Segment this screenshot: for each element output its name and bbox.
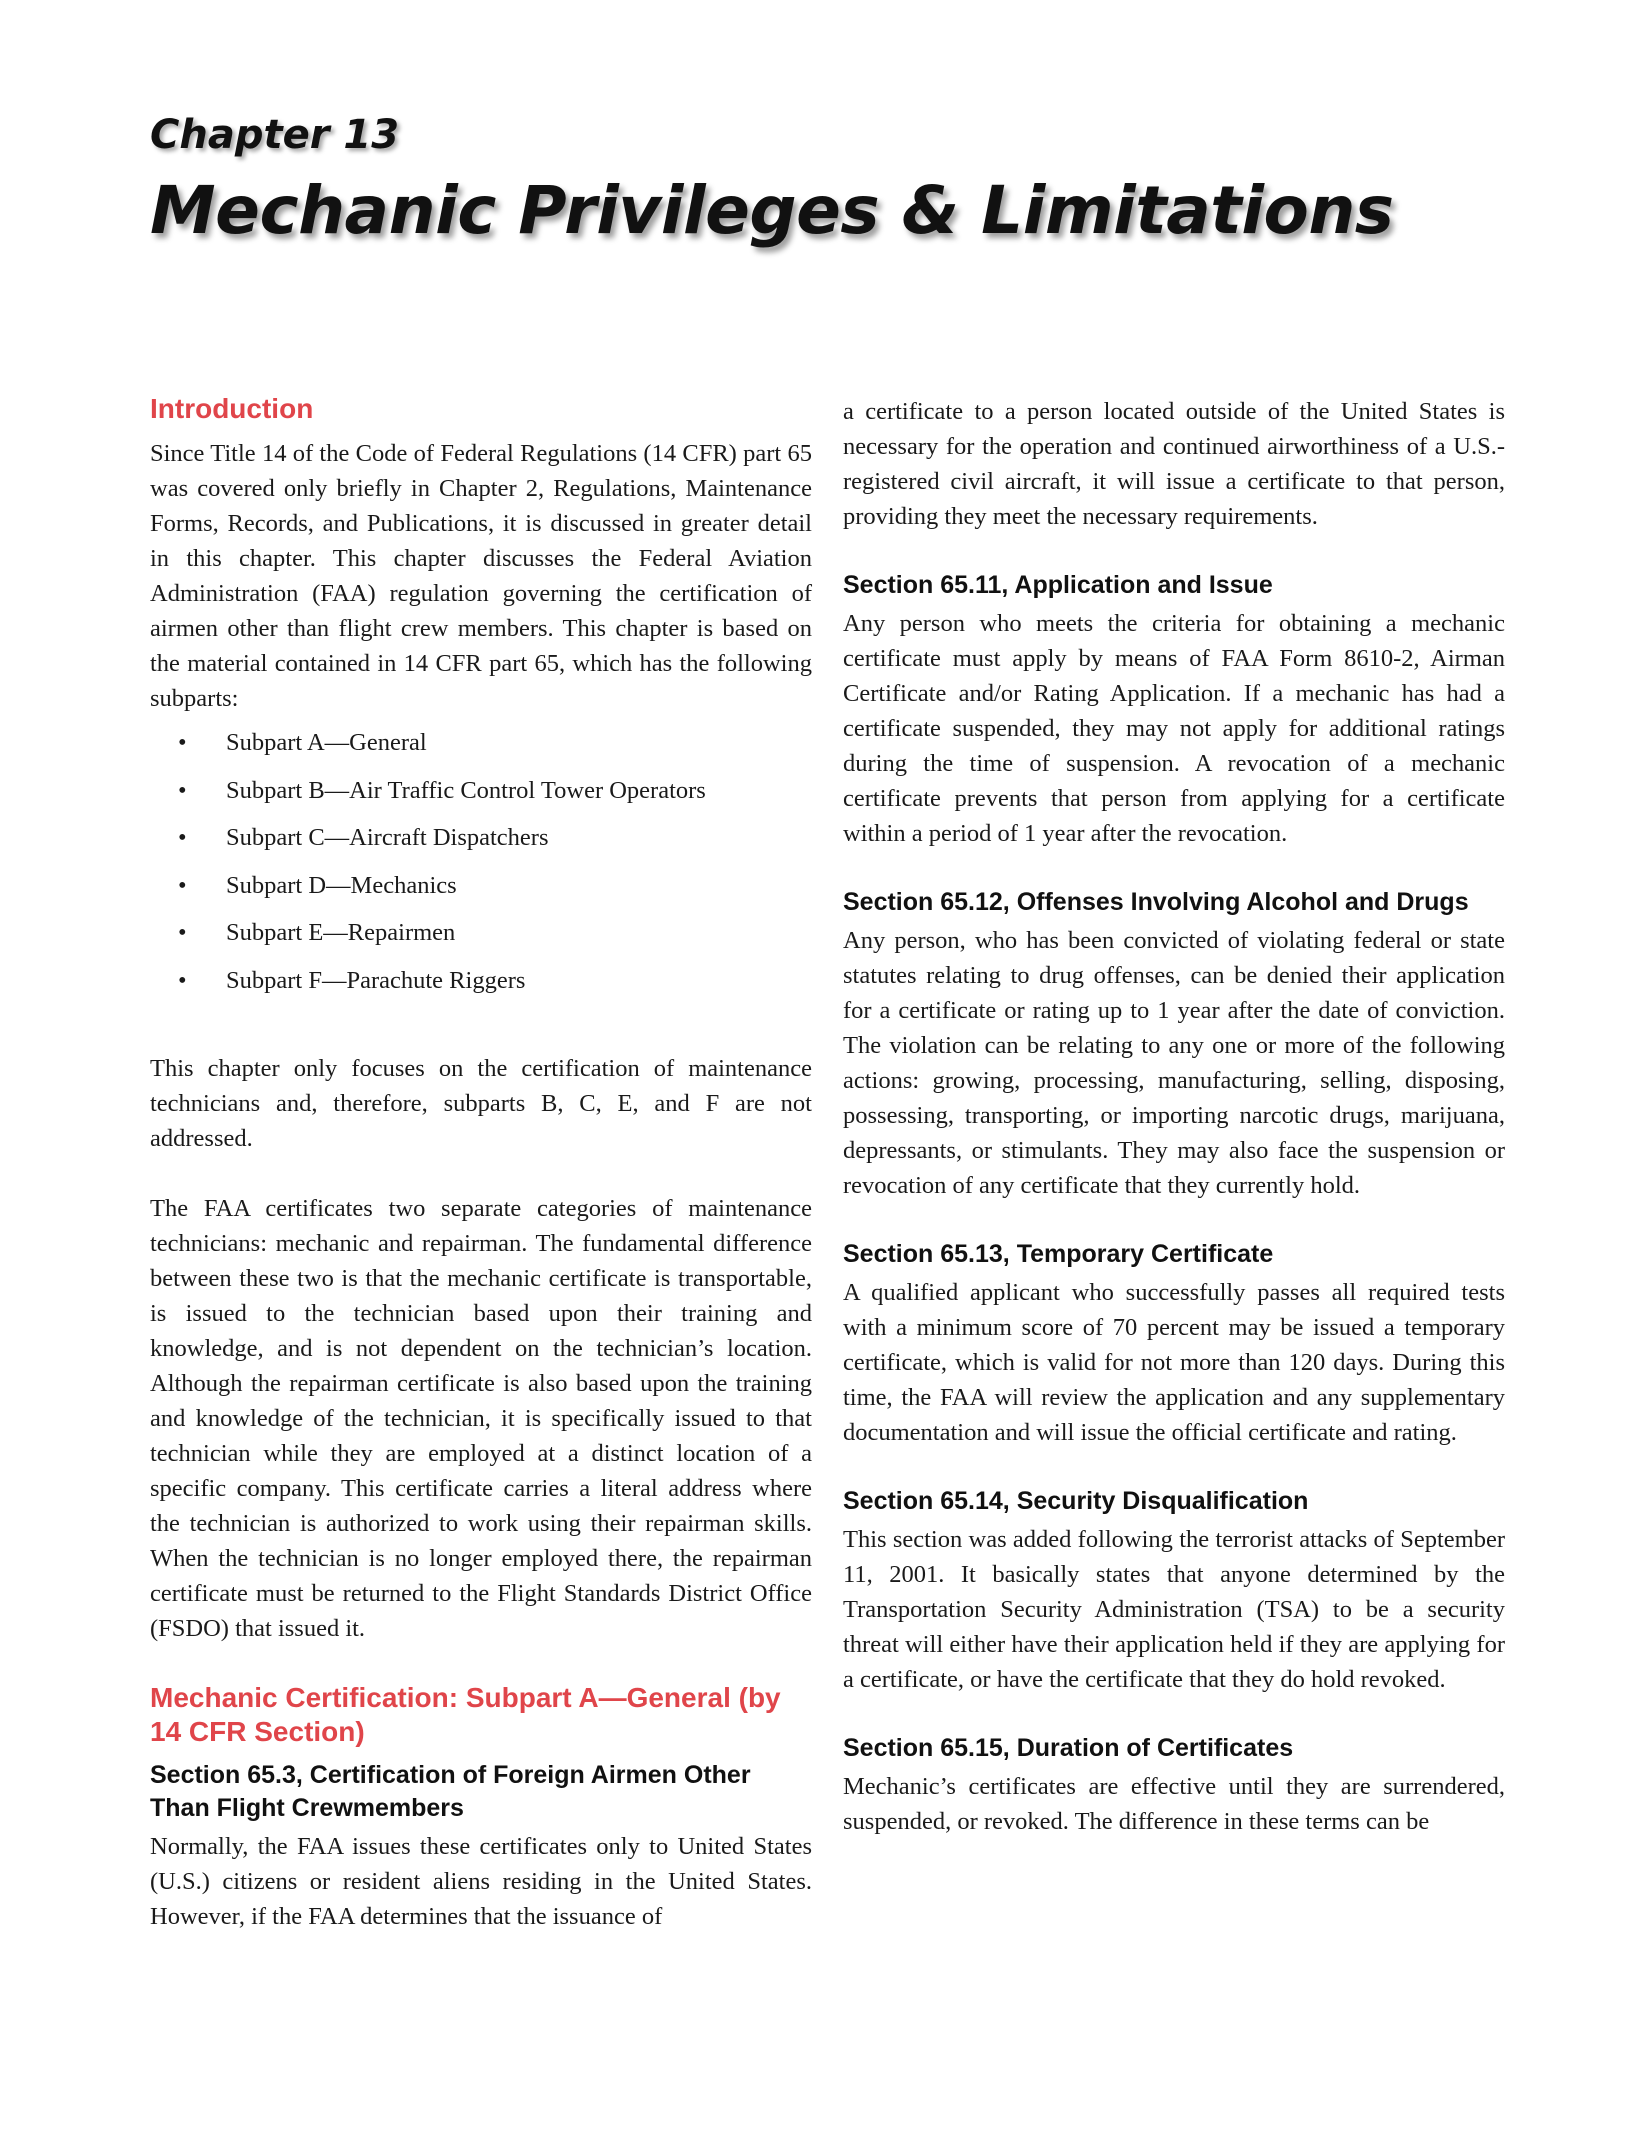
section-65-13-text: A qualified applicant who successfully passes all required tests with a minimum score of 70 percent may be issued a temporary certificate, which is valid for not more than 120 days. During this time, the FAA will review the application and any supplementary documentation and will issue the official certificate and rating. (843, 1279, 1505, 1446)
subpart-label: Subpart F—Parachute Riggers (226, 966, 526, 994)
intro-paragraph-3: The FAA certificates two separate categories of maintenance technicians: mechanic and repairman. The fundamental difference between these two is that the mechanic certificate is transportable, is issued to the technician based upon their training and knowledge, and is not dependent on the technician’s location. Although the repairman certificate is also based upon the training and knowledge of the technician, it is specifically issued to that technician while they are employed at a distinct location of a specific company. This certificate carries a literal address where the technician is authorized to work using their repairman skills. When the technician is no longer employed there, the repairman certificate must be returned to the Flight Standards District Office (FSDO) that issued it. (150, 1195, 812, 1642)
left-column (150, 392, 812, 1934)
intro-paragraph-1: Since Title 14 of the Code of Federal Regulations (14 CFR) part 65 was covered only briefly in Chapter 2, Regulations, Maintenance Forms, Records, and Publications, it is discussed in greater detail in this chapter. This chapter discusses the Federal Aviation Administration (FAA) regulation governing the certification of airmen other than flight crew members. This chapter is based on the material contained in 14 CFR part 65, which has the following subparts: (150, 440, 812, 712)
section-65-11-heading: Section 65.11, Application and Issue (843, 571, 1273, 599)
bullet-icon: • (178, 776, 187, 804)
section-65-15-heading: Section 65.15, Duration of Certificates (843, 1734, 1294, 1762)
section-65-15-text: Mechanic’s certificates are effective until they are surrendered, suspended, or revoked. The difference in these terms can be (843, 1773, 1505, 1835)
subpart-a-heading: Mechanic Certification: Subpart A—General (by 14 CFR Section) (150, 1682, 781, 1747)
bullet-icon: • (178, 966, 187, 994)
subpart-label: Subpart D—Mechanics (226, 871, 457, 899)
bullet-icon: • (178, 729, 187, 756)
section-65-12-text: Any person, who has been convicted of violating federal or state statutes relating to drug offenses, can be denied their application for a certificate or rating up to 1 year after the date of conviction. The violation can be relating to any one or more of the following actions: growing, processing, manufacturing, selling, disposing, possessing, transporting, or importing narcotic drugs, marijuana, depressants, or stimulants. They may also face the suspension or revocation of any certificate that they currently hold. (843, 927, 1505, 1199)
list-item (150, 909, 812, 957)
subpart-label: Subpart C—Aircraft Dispatchers (226, 824, 549, 851)
section-65-3-continued: a certificate to a person located outside of the United States is necessary for the operation and continued airworthiness of a U.S.-registered civil aircraft, it will issue a certificate to that person, providing they meet the necessary requirements. (843, 398, 1505, 530)
list-item (150, 814, 812, 862)
section-65-12-heading: Section 65.12, Offenses Involving Alcohol and Drugs (843, 888, 1469, 916)
list-item (150, 767, 812, 815)
introduction-heading: Introduction (150, 393, 314, 424)
bullet-icon: • (178, 919, 187, 946)
subparts-list (150, 719, 812, 1004)
subpart-label: Subpart B—Air Traffic Control Tower Operators (226, 776, 706, 804)
section-65-14-text: This section was added following the terrorist attacks of September 11, 2001. It basically states that anyone determined by the Transportation Security Administration (TSA) to be a security threat will either have their application held if they are applying for a certificate, or have the certificate that they do hold revoked. (843, 1526, 1505, 1693)
intro-paragraph-2: This chapter only focuses on the certification of maintenance technicians and, therefore, subparts B, C, E, and F are not addressed. (150, 1055, 812, 1152)
bullet-icon: • (178, 824, 187, 851)
list-item (150, 719, 812, 767)
right-column (843, 394, 1505, 1839)
subpart-label: Subpart A—General (226, 729, 427, 756)
chapter-label: Chapter 13 (150, 112, 400, 158)
bullet-icon: • (178, 871, 187, 899)
list-item (150, 862, 812, 910)
section-65-3-heading: Section 65.3, Certification of Foreign Airmen Other Than Flight Crewmembers (150, 1761, 751, 1822)
section-65-13-heading: Section 65.13, Temporary Certificate (843, 1240, 1274, 1268)
section-65-11-text: Any person who meets the criteria for obtaining a mechanic certificate must apply by means of FAA Form 8610-2, Airman Certificate and/or Rating Application. If a mechanic has had a certificate suspended, they may not apply for additional ratings during the time of suspension. A revocation of a mechanic certificate prevents that person from applying for a certificate within a period of 1 year after the revocation. (843, 610, 1505, 847)
section-65-3-text: Normally, the FAA issues these certificates only to United States (U.S.) citizens or resident aliens residing in the United States. However, if the FAA determines that the issuance of (150, 1833, 812, 1930)
list-item (150, 957, 812, 1005)
subpart-label: Subpart E—Repairmen (226, 919, 456, 946)
chapter-title: Mechanic Privileges & Limitations (150, 172, 1394, 249)
section-65-14-heading: Section 65.14, Security Disqualification (843, 1487, 1309, 1515)
